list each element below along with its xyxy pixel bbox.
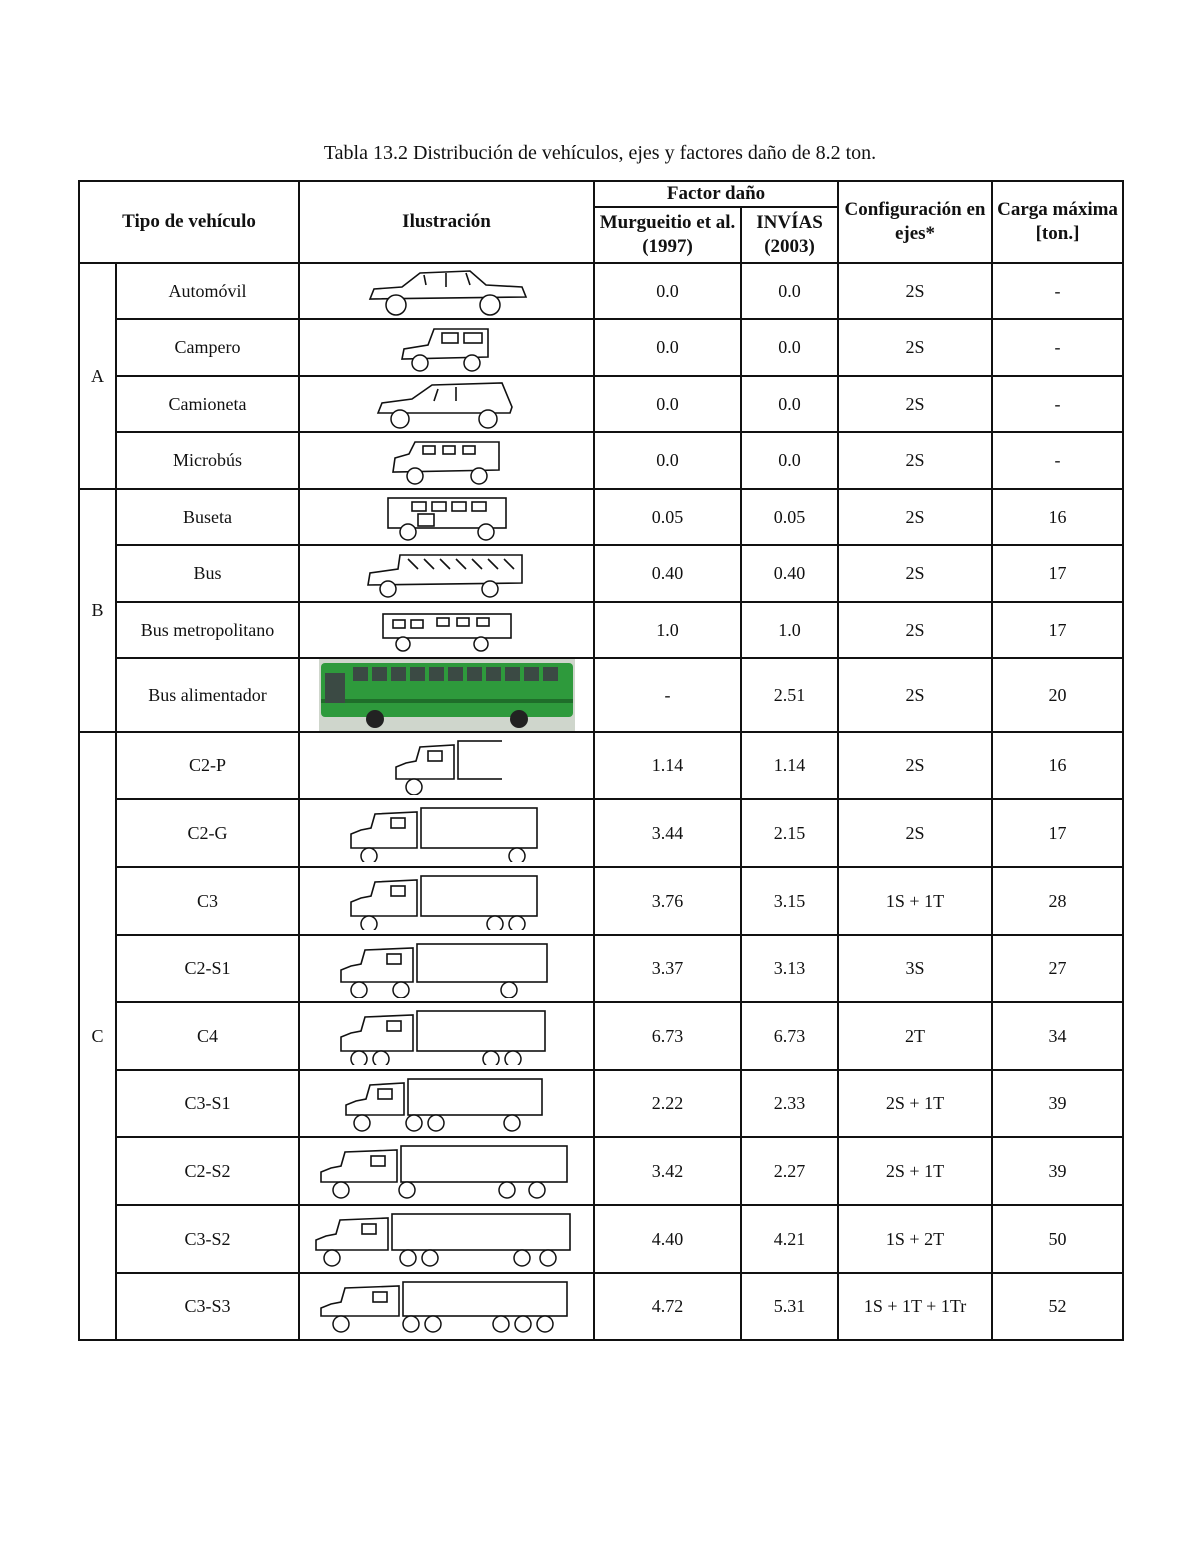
table-row — [79, 658, 1123, 732]
truck-c2s2-icon — [300, 1142, 593, 1200]
metro-bus-icon — [300, 608, 593, 652]
murgueitio-factor-cell: 2.22 — [594, 1070, 741, 1137]
invias-factor-cell: 0.0 — [741, 432, 838, 489]
invias-factor-cell: 2.15 — [741, 799, 838, 867]
max-load-cell: 17 — [992, 799, 1123, 867]
murgueitio-factor-cell: 0.40 — [594, 545, 741, 602]
murgueitio-factor-cell: 4.72 — [594, 1273, 741, 1340]
vehicle-type-cell: Bus — [116, 545, 299, 602]
truck-c2g-icon — [300, 804, 593, 862]
axle-config-cell: 2S — [838, 799, 992, 867]
murgueitio-factor-cell: 0.0 — [594, 376, 741, 432]
murgueitio-factor-cell: 6.73 — [594, 1002, 741, 1070]
invias-factor-cell: 1.0 — [741, 602, 838, 658]
header-configuracion: Configuración en ejes* — [838, 181, 992, 263]
vehicle-type-cell: C2-S1 — [116, 935, 299, 1002]
axle-config-cell: 2S + 1T — [838, 1070, 992, 1137]
murgueitio-factor-cell: 0.0 — [594, 263, 741, 319]
axle-config-cell: 2S — [838, 602, 992, 658]
vehicle-type-cell: C3 — [116, 867, 299, 935]
truck-c3s1-icon — [300, 1075, 593, 1133]
vehicle-type-cell: Automóvil — [116, 263, 299, 319]
truck-c3s2-icon — [300, 1210, 593, 1268]
illustration-cell — [299, 602, 594, 658]
axle-config-cell: 1S + 1T — [838, 867, 992, 935]
illustration-cell — [299, 545, 594, 602]
axle-config-cell: 2S — [838, 658, 992, 732]
pickup-icon — [300, 379, 593, 429]
illustration-cell — [299, 489, 594, 545]
illustration-cell — [299, 263, 594, 319]
truck-c2s1-icon — [300, 940, 593, 998]
illustration-cell — [299, 799, 594, 867]
truck-c3-icon — [300, 872, 593, 930]
max-load-cell: 17 — [992, 602, 1123, 658]
invias-factor-cell: 5.31 — [741, 1273, 838, 1340]
header-murgueitio: Murgueitio et al. (1997) — [594, 207, 741, 263]
group-cell: C — [79, 732, 116, 1340]
table-body — [79, 263, 1123, 1340]
murgueitio-factor-cell: 3.42 — [594, 1137, 741, 1205]
table-row — [79, 1137, 1123, 1205]
invias-factor-cell: 4.21 — [741, 1205, 838, 1273]
vehicle-type-cell: Buseta — [116, 489, 299, 545]
illustration-cell — [299, 319, 594, 376]
truck-c4-icon — [300, 1007, 593, 1065]
illustration-cell — [299, 432, 594, 489]
invias-factor-cell: 0.0 — [741, 376, 838, 432]
max-load-cell: - — [992, 376, 1123, 432]
car-icon — [300, 265, 593, 317]
murgueitio-factor-cell: - — [594, 658, 741, 732]
table-row — [79, 1205, 1123, 1273]
invias-factor-cell: 3.13 — [741, 935, 838, 1002]
vehicle-table — [78, 180, 1124, 1341]
invias-factor-cell: 0.05 — [741, 489, 838, 545]
header-factor-dano: Factor daño — [594, 181, 838, 207]
max-load-cell: 52 — [992, 1273, 1123, 1340]
illustration-cell — [299, 867, 594, 935]
table-row — [79, 489, 1123, 545]
table-row — [79, 376, 1123, 432]
table-row — [79, 1002, 1123, 1070]
murgueitio-factor-cell: 0.0 — [594, 432, 741, 489]
axle-config-cell: 2S — [838, 263, 992, 319]
max-load-cell: 16 — [992, 489, 1123, 545]
vehicle-type-cell: Camioneta — [116, 376, 299, 432]
table-caption: Tabla 13.2 Distribución de vehículos, ejes y factores daño de 8.2 ton. — [323, 142, 877, 164]
vehicle-type-cell: C3-S1 — [116, 1070, 299, 1137]
max-load-cell: 27 — [992, 935, 1123, 1002]
table-row — [79, 263, 1123, 319]
murgueitio-factor-cell: 3.76 — [594, 867, 741, 935]
murgueitio-factor-cell: 4.40 — [594, 1205, 741, 1273]
table-row — [79, 732, 1123, 799]
axle-config-cell: 1S + 1T + 1Tr — [838, 1273, 992, 1340]
invias-factor-cell: 0.40 — [741, 545, 838, 602]
murgueitio-factor-cell: 0.05 — [594, 489, 741, 545]
header-invias: INVÍAS (2003) — [741, 207, 838, 263]
vehicle-type-cell: Campero — [116, 319, 299, 376]
illustration-cell — [299, 1137, 594, 1205]
bus-icon — [300, 549, 593, 599]
invias-factor-cell: 2.27 — [741, 1137, 838, 1205]
microbus-icon — [300, 436, 593, 486]
header-ilustracion: Ilustración — [299, 181, 594, 263]
invias-factor-cell: 6.73 — [741, 1002, 838, 1070]
invias-factor-cell: 2.51 — [741, 658, 838, 732]
buseta-icon — [300, 492, 593, 542]
axle-config-cell: 1S + 2T — [838, 1205, 992, 1273]
table-row — [79, 1273, 1123, 1340]
max-load-cell: 34 — [992, 1002, 1123, 1070]
feeder-bus-photo — [300, 659, 593, 731]
vehicle-type-cell: C2-G — [116, 799, 299, 867]
max-load-cell: 16 — [992, 732, 1123, 799]
table-row — [79, 935, 1123, 1002]
table-row — [79, 799, 1123, 867]
jeep-icon — [300, 323, 593, 373]
illustration-cell — [299, 1205, 594, 1273]
max-load-cell: 20 — [992, 658, 1123, 732]
header-carga: Carga máxima [ton.] — [992, 181, 1123, 263]
vehicle-type-cell: Bus alimentador — [116, 658, 299, 732]
axle-config-cell: 2S + 1T — [838, 1137, 992, 1205]
invias-factor-cell: 1.14 — [741, 732, 838, 799]
murgueitio-factor-cell: 3.37 — [594, 935, 741, 1002]
illustration-cell — [299, 658, 594, 732]
illustration-cell — [299, 935, 594, 1002]
group-cell: A — [79, 263, 116, 489]
axle-config-cell: 2S — [838, 319, 992, 376]
axle-config-cell: 2S — [838, 489, 992, 545]
table-row — [79, 867, 1123, 935]
axle-config-cell: 2T — [838, 1002, 992, 1070]
group-cell: B — [79, 489, 116, 732]
max-load-cell: 39 — [992, 1137, 1123, 1205]
invias-factor-cell: 0.0 — [741, 319, 838, 376]
axle-config-cell: 2S — [838, 545, 992, 602]
murgueitio-factor-cell: 3.44 — [594, 799, 741, 867]
truck-c2p-icon — [300, 737, 593, 795]
max-load-cell: - — [992, 319, 1123, 376]
vehicle-type-cell: C4 — [116, 1002, 299, 1070]
vehicle-type-cell: Microbús — [116, 432, 299, 489]
table-row — [79, 319, 1123, 376]
vehicle-type-cell: C3-S2 — [116, 1205, 299, 1273]
invias-factor-cell: 0.0 — [741, 263, 838, 319]
max-load-cell: 39 — [992, 1070, 1123, 1137]
invias-factor-cell: 3.15 — [741, 867, 838, 935]
table-row — [79, 602, 1123, 658]
axle-config-cell: 2S — [838, 432, 992, 489]
max-load-cell: - — [992, 432, 1123, 489]
murgueitio-factor-cell: 0.0 — [594, 319, 741, 376]
header-tipo: Tipo de vehículo — [79, 181, 299, 263]
max-load-cell: 17 — [992, 545, 1123, 602]
axle-config-cell: 2S — [838, 732, 992, 799]
illustration-cell — [299, 376, 594, 432]
max-load-cell: - — [992, 263, 1123, 319]
vehicle-type-cell: C3-S3 — [116, 1273, 299, 1340]
illustration-cell — [299, 1273, 594, 1340]
vehicle-type-cell: C2-S2 — [116, 1137, 299, 1205]
illustration-cell — [299, 1070, 594, 1137]
table-row — [79, 545, 1123, 602]
axle-config-cell: 3S — [838, 935, 992, 1002]
invias-factor-cell: 2.33 — [741, 1070, 838, 1137]
illustration-cell — [299, 1002, 594, 1070]
vehicle-type-cell: C2-P — [116, 732, 299, 799]
max-load-cell: 50 — [992, 1205, 1123, 1273]
table-row — [79, 432, 1123, 489]
table-row — [79, 1070, 1123, 1137]
murgueitio-factor-cell: 1.0 — [594, 602, 741, 658]
axle-config-cell: 2S — [838, 376, 992, 432]
vehicle-type-cell: Bus metropolitano — [116, 602, 299, 658]
max-load-cell: 28 — [992, 867, 1123, 935]
illustration-cell — [299, 732, 594, 799]
truck-c3s3-icon — [300, 1278, 593, 1336]
murgueitio-factor-cell: 1.14 — [594, 732, 741, 799]
